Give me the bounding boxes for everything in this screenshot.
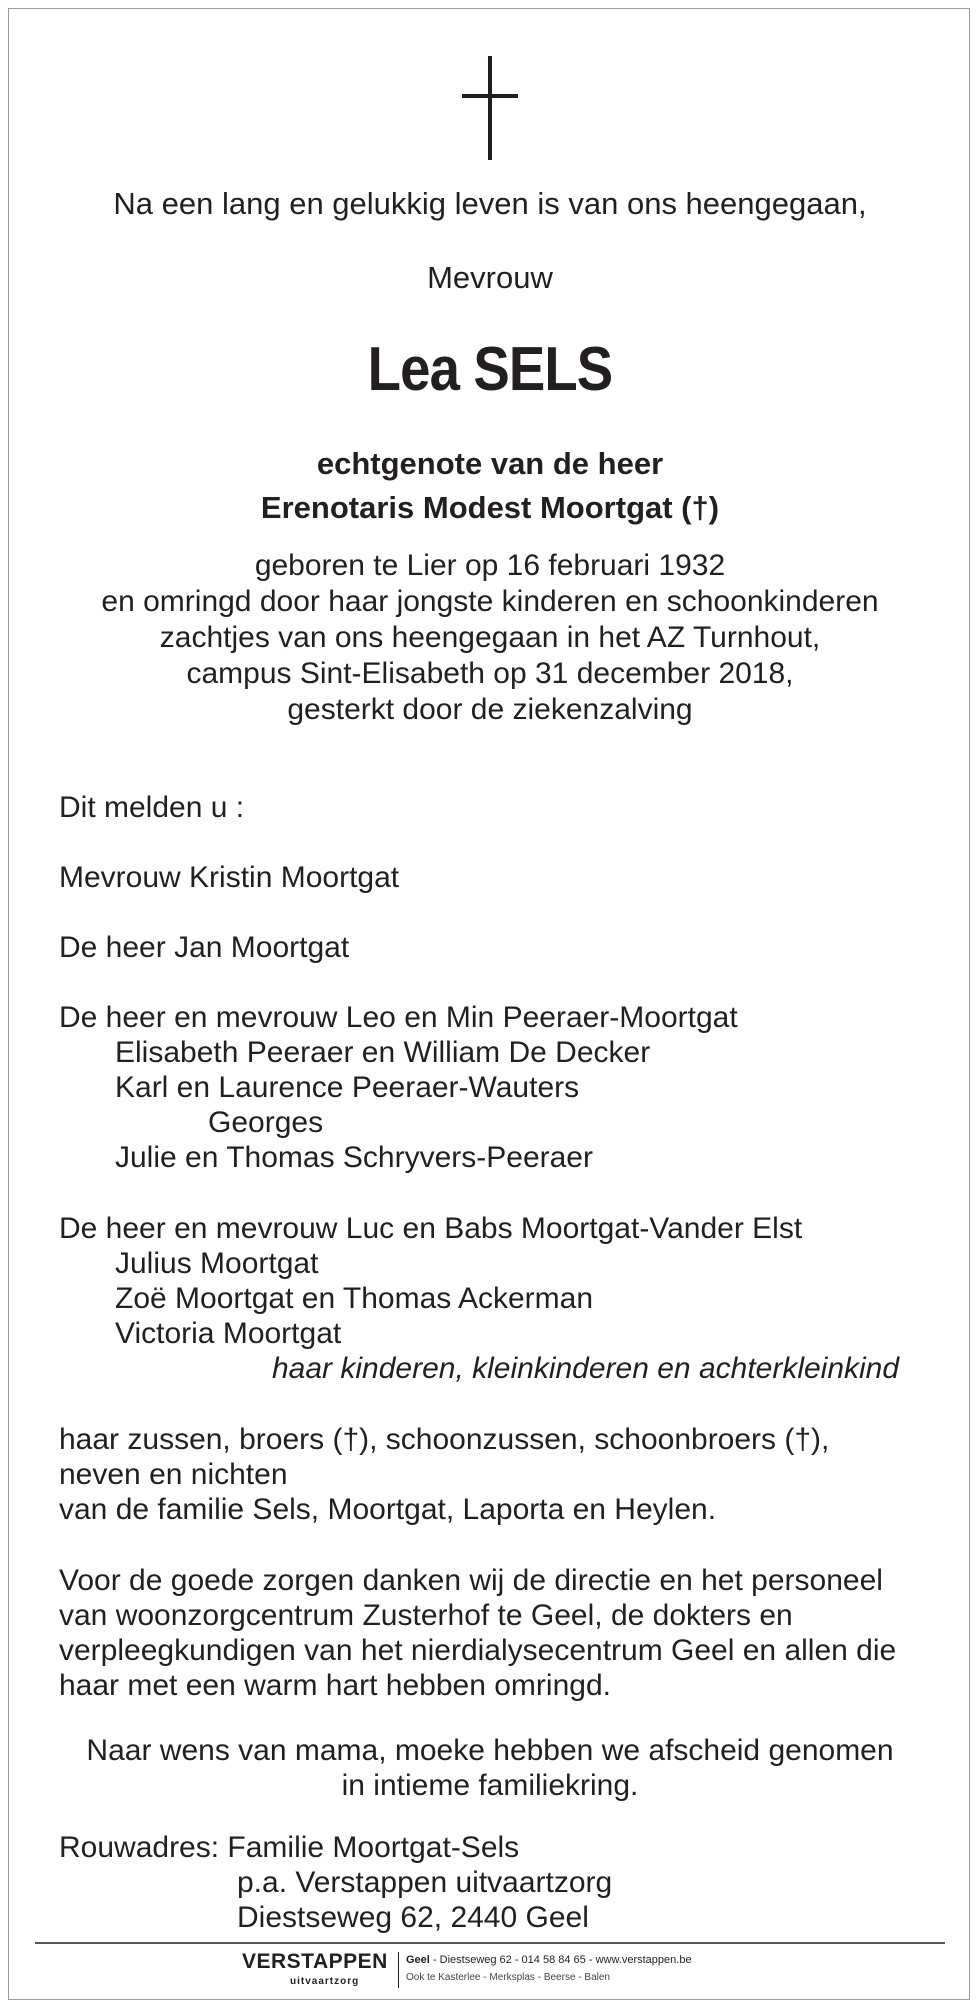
farewell-block <box>0 1733 980 1803</box>
relatives-line: neven en nichten <box>59 1458 288 1491</box>
footer-contact <box>406 1954 692 1966</box>
thanks-line: haar met een warm hart hebben omringd. <box>59 1669 611 1702</box>
thanks-block <box>59 1563 929 1703</box>
funeral-home-logo: VERSTAPPEN <box>242 1950 388 1973</box>
deceased-name: Lea SELS <box>367 335 613 404</box>
role-caption: haar kinderen, kleinkinderen en achterkleinkind <box>272 1352 900 1385</box>
relatives-line: van de familie Sels, Moortgat, Laporta en Heylen. <box>59 1493 717 1526</box>
thanks-line: verpleegkundigen van het nierdialysecentrum Geel en allen die <box>59 1634 897 1667</box>
footer-contact-details: - Diestseweg 62 - 014 58 84 65 - www.verstappen.be <box>429 1954 692 1966</box>
great-grandchild-entry: Georges <box>208 1106 324 1139</box>
farewell-line: in intieme familiekring. <box>341 1769 639 1802</box>
detail-line: gesterkt door de ziekenzalving <box>287 693 693 726</box>
grandchild-entry: Karl en Laurence Peeraer-Wauters <box>115 1071 580 1104</box>
footer-divider <box>35 1942 945 1944</box>
spouse-block <box>0 442 980 530</box>
honorific: Mevrouw <box>427 260 553 295</box>
child-entry: De heer Jan Moortgat <box>59 931 350 964</box>
grandchild-entry: Julius Moortgat <box>115 1247 319 1280</box>
thanks-line: van woonzorgcentrum Zusterhof te Geel, de dokters en <box>59 1599 793 1632</box>
detail-line: zachtjes van ons heengegaan in het AZ Turnhout, <box>159 621 821 654</box>
family-heading: Dit melden u : <box>59 791 245 824</box>
mourning-address-line: Diestseweg 62, 2440 Geel <box>237 1901 589 1934</box>
grandchild-entry: Julie en Thomas Schryvers-Peeraer <box>115 1141 593 1174</box>
mourning-address-label: Rouwadres: Familie Moortgat-Sels <box>59 1831 520 1864</box>
grandchild-entry: Zoë Moortgat en Thomas Ackerman <box>115 1282 594 1315</box>
child-entry: De heer en mevrouw Luc en Babs Moortgat-Vander Elst <box>59 1212 803 1245</box>
funeral-home-logo-sub: uitvaartzorg <box>290 1976 360 1987</box>
footer-city: Geel <box>406 1954 430 1966</box>
child-entry: Mevrouw Kristin Moortgat <box>59 861 400 894</box>
grandchild-entry: Elisabeth Peeraer en William De Decker <box>115 1036 651 1069</box>
footer-other-locations: Ook te Kasterlee - Merksplas - Beerse - Balen <box>406 1972 610 1983</box>
relatives-block <box>59 1422 929 1527</box>
mourning-address-line: p.a. Verstappen uitvaartzorg <box>237 1866 613 1899</box>
birth-death-details <box>0 548 980 728</box>
intro-text: Na een lang en gelukkig leven is van ons heengegaan, <box>113 186 867 221</box>
spouse-line-2: Erenotaris Modest Moortgat (†) <box>260 490 720 525</box>
funeral-home-footer <box>0 1948 980 1992</box>
detail-line: geboren te Lier op 16 februari 1932 <box>254 549 726 582</box>
spouse-line-1: echtgenote van de heer <box>316 446 664 481</box>
relatives-line: haar zussen, broers (†), schoonzussen, schoonbroers (†), <box>59 1423 830 1456</box>
detail-line: campus Sint-Elisabeth op 31 december 2018, <box>186 657 794 690</box>
footer-separator <box>398 1952 399 1988</box>
thanks-line: Voor de goede zorgen danken wij de directie en het personeel <box>59 1564 883 1597</box>
child-entry: De heer en mevrouw Leo en Min Peeraer-Moortgat <box>59 1001 738 1034</box>
grandchild-entry: Victoria Moortgat <box>115 1317 342 1350</box>
detail-line: en omringd door haar jongste kinderen en schoonkinderen <box>101 585 879 618</box>
farewell-line: Naar wens van mama, moeke hebben we afscheid genomen <box>86 1734 894 1767</box>
cross-icon <box>462 56 518 160</box>
